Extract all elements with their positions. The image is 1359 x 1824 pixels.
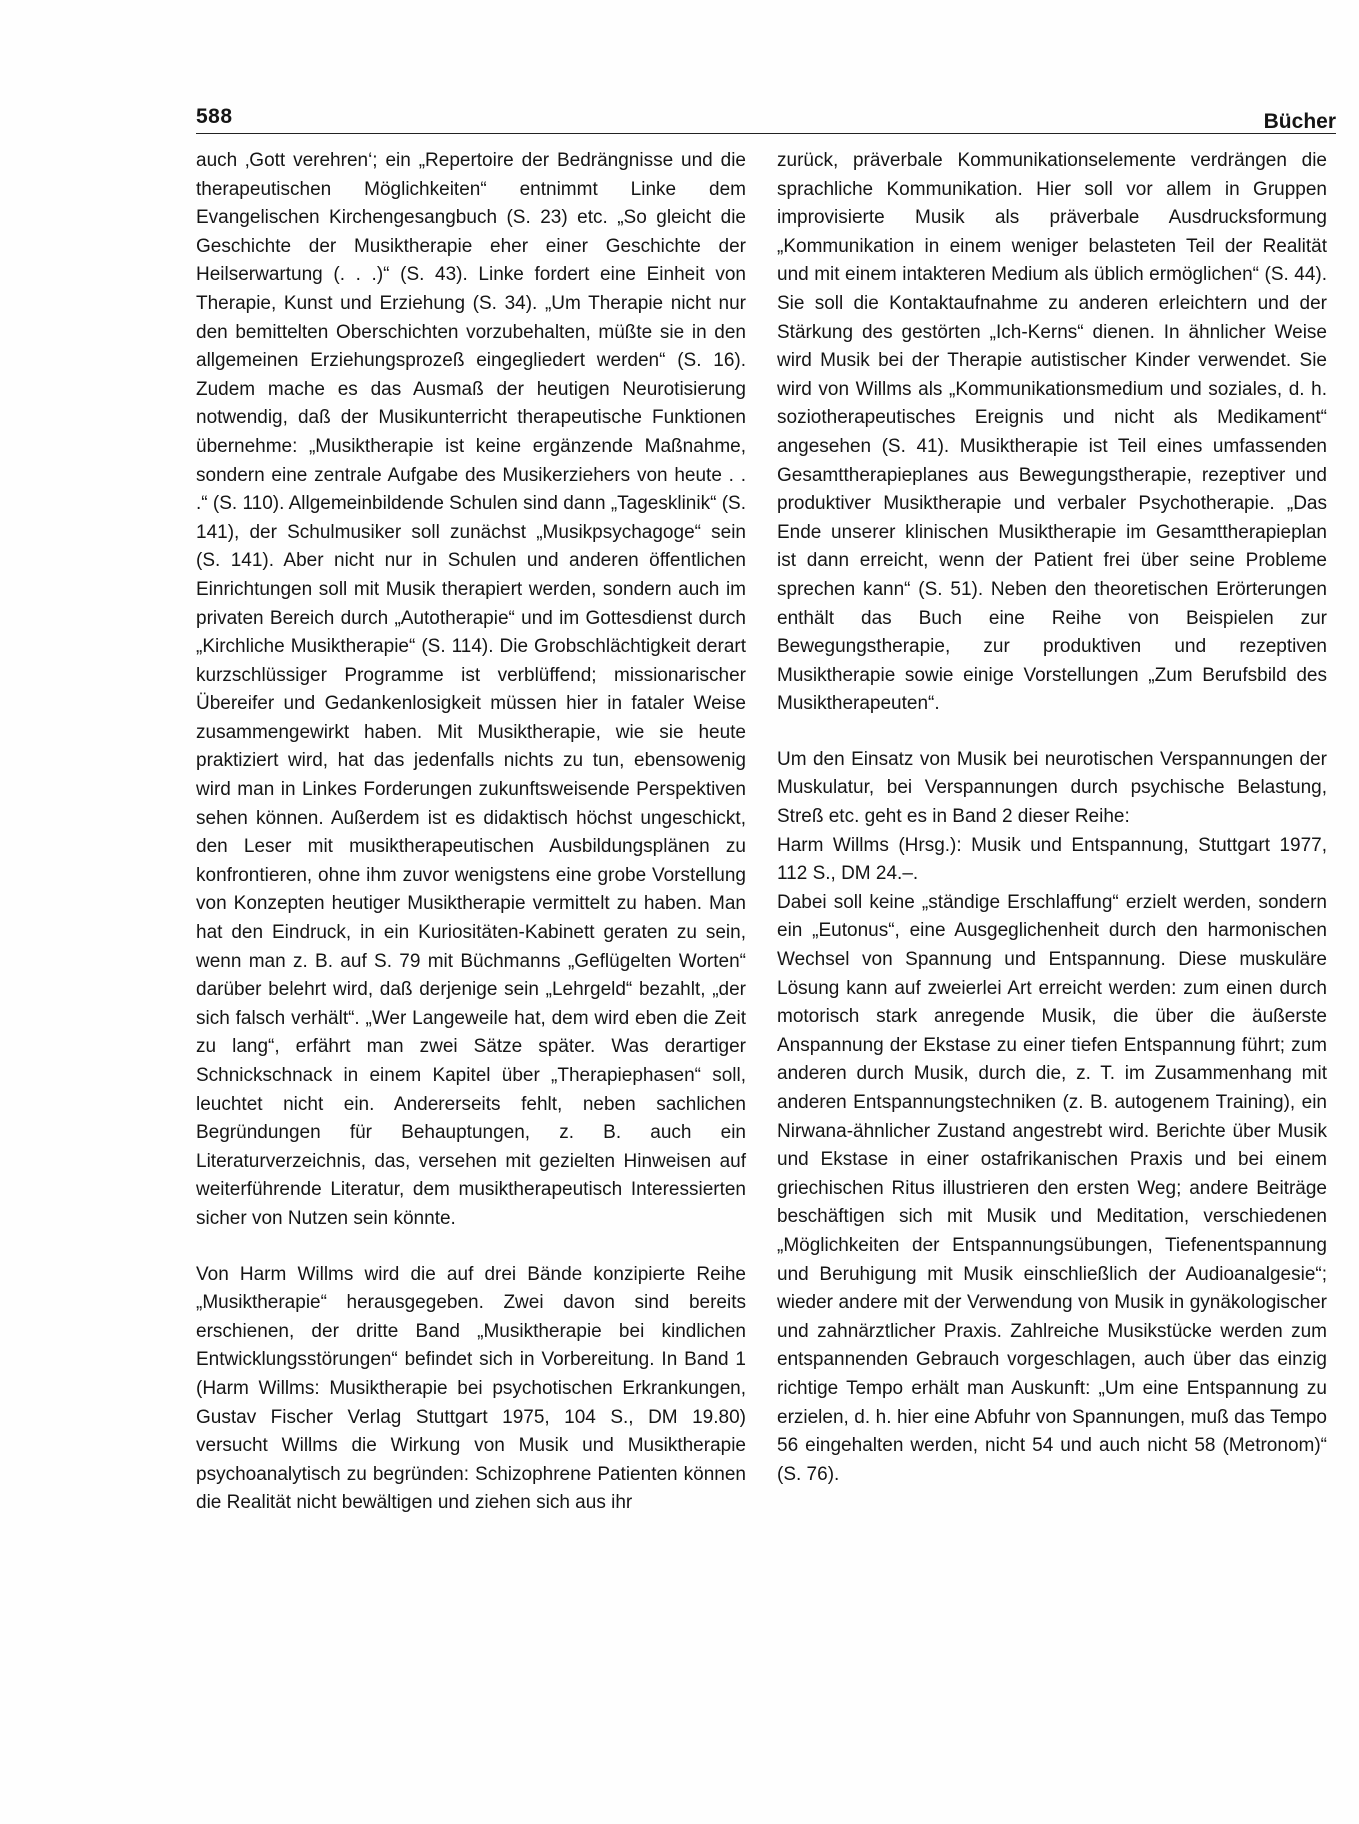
book-citation: Harm Willms (Hrsg.): Musik und Entspannung, Stuttgart 1977, 112 S., DM 24.–. [777,834,1327,885]
right-column [777,147,1327,1489]
paragraph: auch ‚Gott verehren‘; ein „Repertoire der Bedrängnisse und die therapeutischen Möglichkeiten“ entnimmt Linke dem Evangelischen Kirchengesangbuch (S. 23) etc. „So gleicht die Geschichte der Musiktherapie eher einer Geschichte der Heilserwartung (. . .)“ (S. 43). Linke fordert eine Einheit von Therapie, Kunst und Erziehung (S. 34). „Um Therapie nicht nur den bemittelten Oberschichten vorzubehalten, müßte sie in den allgemeinen Erziehungsprozeß eingegliedert werden“ (S. 16). Zudem mache es das Ausmaß der heutigen Neurotisierung notwendig, daß der Musikunterricht therapeutische Funktionen übernehme: „Musiktherapie ist keine ergänzende Maßnahme, sondern eine zentrale Aufgabe des Musikerziehers von heute . . .“ (S. 110). Allgemeinbildende Schulen sind dann „Tagesklinik“ (S. 141), der Schulmusiker soll zunächst „Musikpsychagoge“ sein (S. 141). Aber nicht nur in Schulen und anderen öffentlichen Einrichtungen soll mit Musik therapiert werden, sondern auch im privaten Bereich durch „Autotherapie“ und im Gottesdienst durch „Kirchliche Musiktherapie“ (S. 114). Die Grobschlächtigkeit derart kurzschlüssiger Programme ist verblüffend; missionarischer Übereifer und Gedankenlosigkeit müssen hier in fataler Weise zusammengewirkt haben. Mit Musiktherapie, wie sie heute praktiziert wird, hat das jedenfalls nichts zu tun, ebensowenig wird man in Linkes Forderungen zukunftsweisende Perspektiven sehen können. Außerdem ist es didaktisch höchst ungeschickt, den Leser mit musiktherapeutischen Ausbildungsplänen zu konfrontieren, ohne ihm zuvor wenigstens eine grobe Vorstellung von Konzepten heutiger Musiktherapie vermittelt zu haben. Man hat den Eindruck, in ein Kuriositäten-Kabinett geraten zu sein, wenn man z. B. auf S. 79 mit Büchmanns „Geflügelten Worten“ darüber belehrt wird, daß derjenige sein „Lehrgeld“ bezahlt, „der sich falsch verhält“. „Wer Langeweile hat, dem wird eben die Zeit zu lang“, erfährt man zwei Sätze später. Was derartiger Schnickschnack in einem Kapitel über „Therapiephasen“ soll, leuchtet nicht ein. Andererseits fehlt, neben sachlichen Begründungen für Behauptungen, z. B. auch ein Literaturverzeichnis, das, versehen mit gezielten Hinweisen auf weiterführende Literatur, dem musiktherapeutisch Interessierten sicher von Nutzen sein könnte. [196,150,746,1229]
left-column [196,147,746,1518]
paragraph: Dabei soll keine „ständige Erschlaffung“ erzielt werden, sondern ein „Eutonus“, eine Ausgeglichenheit durch den harmonischen Wechsel von Spannung und Entspannung. Diese muskuläre Lösung kann auf zweierlei Art erreicht werden: zum einen durch motorisch stark anregende Musik, die über die äußerste Anspannung der Ekstase zu einer tiefen Entspannung führt; zum anderen durch Musik, durch die, z. T. im Zusammenhang mit anderen Entspannungstechniken (z. B. autogenem Training), ein Nirwana-ähnlicher Zustand angestrebt wird. Berichte über Musik und Ekstase in einer ostafrikanischen Praxis und bei einem griechischen Ritus illustrieren den ersten Weg; andere Beiträge beschäftigen sich mit Musik und Meditation, verschiedenen „Möglichkeiten der Entspannungsübungen, Tiefenentspannung und Beruhigung mit Musik einschließlich der Audioanalgesie“; wieder andere mit der Verwendung von Musik in gynäkologischer und zahnärztlicher Praxis. Zahlreiche Musikstücke werden zum entspannenden Gebrauch vorgeschlagen, auch über das einzig richtige Tempo erhält man Auskunft: „Um eine Entspannung zu erzielen, d. h. hier eine Abfuhr von Spannungen, muß das Tempo 56 eingehalten werden, nicht 54 und auch nicht 58 (Metronom)“ (S. 76). [777,891,1327,1485]
header-rule [196,133,1336,134]
paragraph: zurück, präverbale Kommunikationselemente verdrängen die sprachliche Kommunikation. Hier soll vor allem in Gruppen improvisierte Musik als präverbale Ausdrucksformung „Kommunikation in einem weniger belasteten Teil der Realität und mit einem intakteren Medium als üblich ermöglichen“ (S. 44). Sie soll die Kontaktaufnahme zu anderen erleichtern und der Stärkung des gestörten „Ich-Kerns“ dienen. In ähnlicher Weise wird Musik bei der Therapie autistischer Kinder verwendet. Sie wird von Willms als „Kommunikationsmedium und soziales, d. h. soziotherapeutisches Ereignis und nicht als Medikament“ angesehen (S. 41). Musiktherapie ist Teil eines umfassenden Gesamttherapieplanes aus Bewegungstherapie, rezeptiver und produktiver Musiktherapie und verbaler Psychotherapie. „Das Ende unserer klinischen Musiktherapie im Gesamttherapieplan ist dann erreicht, wenn der Patient frei über seine Probleme sprechen kann“ (S. 51). Neben den theoretischen Erörterungen enthält das Buch eine Reihe von Beispielen zur Bewegungstherapie, zur produktiven und rezeptiven Musiktherapie sowie einige Vorstellungen „Zum Berufsbild des Musiktherapeuten“. [777,150,1327,715]
paragraph: Um den Einsatz von Musik bei neurotischen Verspannungen der Muskulatur, bei Verspannungen durch psychische Belastung, Streß etc. geht es in Band 2 dieser Reihe: [777,748,1327,828]
paragraph: Von Harm Willms wird die auf drei Bände konzipierte Reihe „Musiktherapie“ herausgegeben. Zwei davon sind bereits erschienen, der dritte Band „Musiktherapie bei kindlichen Entwicklungsstörungen“ befindet sich in Vorbereitung. In Band 1 (Harm Willms: Musiktherapie bei psychotischen Erkrankungen, Gustav Fischer Verlag Stuttgart 1975, 104 S., DM 19.80) versucht Willms die Wirkung von Musik und Musiktherapie psychoanalytisch zu begründen: Schizophrene Patienten können die Realität nicht bewältigen und ziehen sich aus ihr [196,1263,746,1514]
section-title: Bücher [1263,110,1336,133]
page-number: 588 [196,105,233,128]
